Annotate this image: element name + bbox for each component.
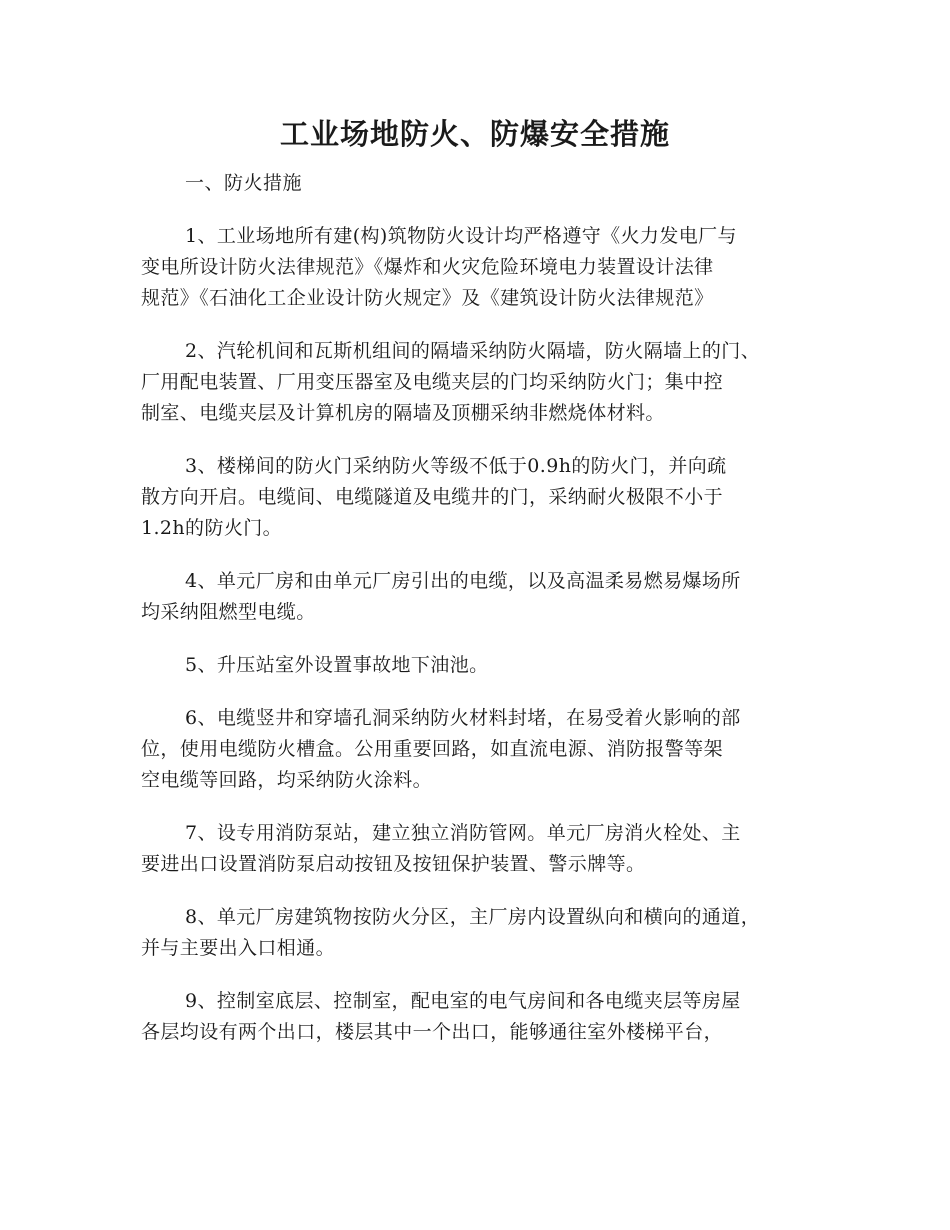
paragraph-line: 4、单元厂房和由单元厂房引出的电缆，以及高温柔易燃易爆场所 [185, 570, 741, 592]
paragraph-line: 制室、电缆夹层及计算机房的隔墙及顶棚采纳非燃烧体材料。 [141, 402, 665, 424]
paragraph-4 [141, 566, 813, 628]
document-title: 工业场地防火、防爆安全措施 [279, 117, 670, 151]
paragraph-line: 规范》《石油化工企业设计防火规定》及《建筑设计防火法律规范》 [141, 287, 714, 309]
paragraph-line: 均采纳阻燃型电缆。 [141, 601, 316, 623]
paragraph-3 [141, 451, 813, 544]
paragraph-line: 6、电缆竖井和穿墙孔洞采纳防火材料封堵，在易受着火影响的部 [185, 707, 741, 729]
paragraph-line: 要进出口设置消防泵启动按钮及按钮保护装置、警示牌等。 [141, 853, 646, 875]
paragraph-line: 位，使用电缆防火槽盒。公用重要回路，如直流电源、消防报警等架 [141, 738, 724, 760]
paragraph-7 [141, 818, 813, 880]
paragraph-2 [141, 336, 813, 429]
paragraph-line: 空电缆等回路，均采纳防火涂料。 [141, 769, 433, 791]
paragraph-line: 7、设专用消防泵站，建立独立消防管网。单元厂房消火栓处、主 [185, 822, 741, 844]
paragraph-line: 2、汽轮机间和瓦斯机组间的隔墙采纳防火隔墙，防火隔墙上的门、 [185, 340, 761, 362]
paragraph-line: 各层均设有两个出口，楼层其中一个出口，能够通往室外楼梯平台， [141, 1021, 724, 1043]
paragraph-line: 厂用配电装置、厂用变压器室及电缆夹层的门均采纳防火门；集中控 [141, 371, 724, 393]
paragraph-line: 8、单元厂房建筑物按防火分区，主厂房内设置纵向和横向的通道， [185, 906, 761, 928]
paragraph-9 [141, 986, 813, 1048]
paragraph-5 [141, 650, 813, 681]
section-heading: 一、防火措施 [185, 172, 303, 194]
paragraph-line: 散方向开启。电缆间、电缆隧道及电缆井的门，采纳耐火极限不小于 [141, 486, 724, 508]
paragraph-8 [141, 902, 813, 964]
paragraph-1 [141, 221, 813, 314]
document-body [141, 168, 813, 1048]
paragraph-line: 1、工业场地所有建(构)筑物防火设计均严格遵守《火力发电厂与 [185, 225, 737, 247]
paragraph-line: 9、控制室底层、控制室，配电室的电气房间和各电缆夹层等房屋 [185, 990, 741, 1012]
paragraph-list [141, 221, 813, 1048]
paragraph-line: 3、楼梯间的防火门采纳防火等级不低于0.9h的防火门，并向疏 [185, 455, 727, 477]
paragraph-line: 5、升压站室外设置事故地下油池。 [185, 654, 489, 676]
paragraph-6 [141, 703, 813, 796]
paragraph-line: 并与主要出入口相通。 [141, 937, 336, 959]
paragraph-line: 1.2h的防火门。 [141, 517, 283, 539]
paragraph-line: 变电所设计防火法律规范》《爆炸和火灾危险环境电力装置设计法律 [141, 256, 714, 278]
